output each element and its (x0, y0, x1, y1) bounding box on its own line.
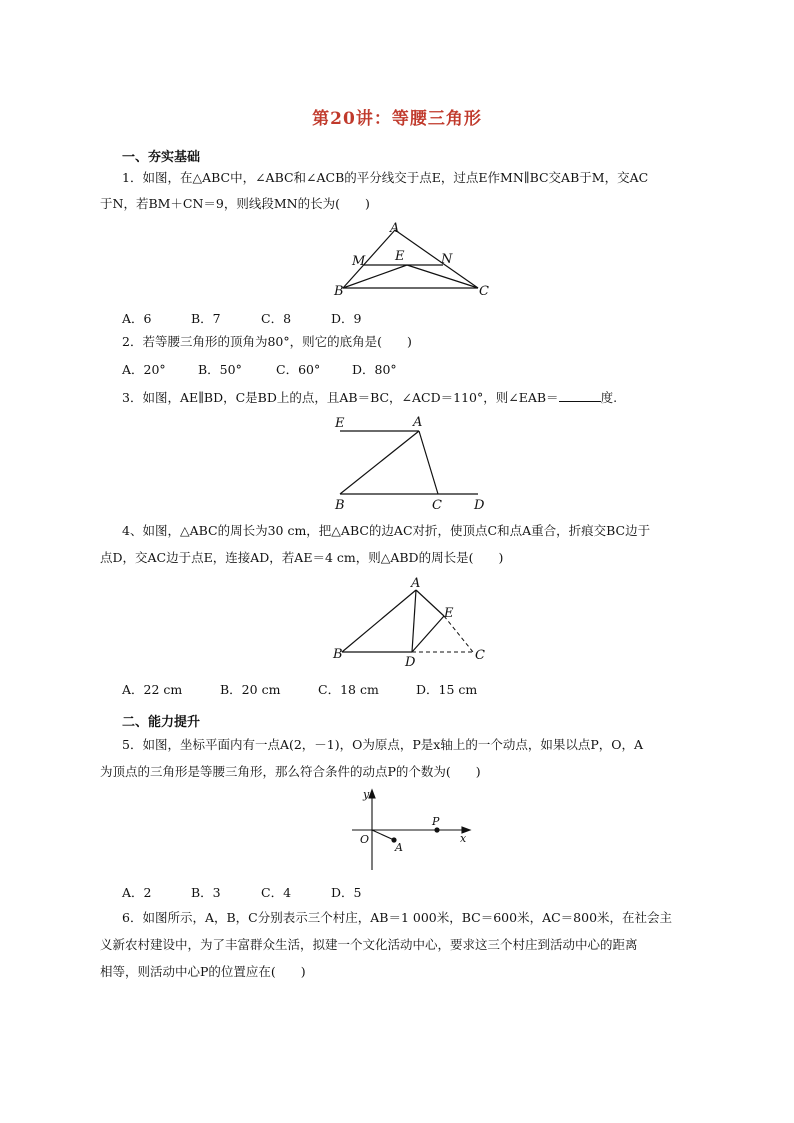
q4-option-d[interactable]: D．15 cm (416, 682, 478, 697)
section-heading-advanced: 二、能力提升 (122, 715, 201, 730)
q6-text-line2: 义新农村建设中，为了丰富群众生活，拟建一个文化活动中心，要求这三个村庄到活动中心的距离 (100, 937, 638, 952)
q4-fold-figure (328, 570, 498, 670)
q3-segment-ab (340, 431, 419, 494)
q5-option-b[interactable]: B．3 (191, 885, 221, 900)
q2-option-a[interactable]: A．20° (122, 362, 166, 377)
q2-text-line1: 2．若等腰三角形的顶角为80°，则它的底角是( ) (122, 334, 412, 349)
q4-text-line2: 点D，交AC边于点E，连接AD，若AE＝4 cm，则△ABD的周长是( ) (100, 550, 504, 565)
q1-segment-ce (407, 265, 478, 288)
q1-label-n: N (441, 252, 453, 267)
q1-option-c[interactable]: C．8 (261, 311, 292, 326)
page-title: 第20讲：等腰三角形 (312, 109, 482, 129)
q6-text-line3: 相等，则活动中心P的位置应在( ) (100, 964, 306, 979)
q4-label-e: E (444, 606, 454, 621)
q4-option-c[interactable]: C．18 cm (318, 682, 379, 697)
q1-label-e: E (395, 249, 405, 264)
q4-label-d: D (405, 655, 416, 670)
section-heading-basics: 一、夯实基础 (122, 150, 201, 165)
q5-option-a[interactable]: A．2 (122, 885, 152, 900)
q1-option-b[interactable]: B．7 (191, 311, 221, 326)
q3-figure (328, 410, 498, 514)
q1-option-a[interactable]: A．6 (122, 311, 152, 326)
q5-label-a: A (395, 841, 403, 854)
q3-text-line1 (122, 390, 617, 406)
q4-label-c: C (475, 648, 485, 663)
q5-label-y: y (363, 788, 370, 801)
q3-label-a: A (413, 415, 423, 430)
q5-coordinate-figure (346, 784, 476, 874)
q1-segment-ac (395, 230, 478, 288)
q5-y-arrow (369, 790, 375, 798)
q5-option-c[interactable]: C．4 (261, 885, 292, 900)
q1-text-line2: 于N，若BM＋CN＝9，则线段MN的长为( ) (100, 196, 370, 211)
q1-triangle-figure (328, 218, 498, 300)
q1-text-line1: 1．如图，在△ABC中，∠ABC和∠ACB的平分线交于点E，过点E作MN∥BC交AB于M，交AC (122, 170, 649, 185)
q3-text-pre: 3．如图，AE∥BD，C是BD上的点，且AB＝BC，∠ACD＝110°，则∠EAB＝ (122, 390, 559, 405)
q2-option-c[interactable]: C．60° (276, 362, 321, 377)
q3-label-e: E (335, 416, 345, 431)
q3-answer-blank[interactable] (559, 390, 601, 402)
q5-text-line2: 为顶点的三角形是等腰三角形，那么符合条件的动点P的个数为( ) (100, 764, 481, 779)
q3-text-post: 度. (600, 390, 618, 405)
q4-text-line1: 4、如图，△ABC的周长为30 cm，把△ABC的边AC对折，使顶点C和点A重合，折痕交BC边于 (122, 523, 651, 538)
q1-label-b: B (334, 284, 344, 299)
q2-option-b[interactable]: B．50° (198, 362, 242, 377)
q4-option-b[interactable]: B．20 cm (220, 682, 281, 697)
q4-label-b: B (333, 647, 343, 662)
q4-segment-ec-dashed (444, 616, 473, 652)
q4-segment-de (412, 616, 444, 652)
q1-option-d[interactable]: D．9 (331, 311, 362, 326)
q5-text-line1: 5．如图，坐标平面内有一点A(2，－1)，O为原点，P是x轴上的一个动点，如果以点P，O，A (122, 737, 644, 752)
q6-text-line1: 6．如图所示，A，B，C分别表示三个村庄，AB＝1 000米，BC＝600米，AC＝800米，在社会主 (122, 910, 673, 925)
q1-label-c: C (479, 284, 489, 299)
q4-segment-ab (342, 590, 416, 652)
q5-label-x: x (460, 832, 467, 845)
q3-label-d: D (474, 498, 485, 513)
q5-point-p (434, 827, 439, 832)
q1-segment-ab (343, 230, 395, 288)
q3-label-c: C (432, 498, 442, 513)
q5-option-d[interactable]: D．5 (331, 885, 362, 900)
q2-option-d[interactable]: D．80° (352, 362, 397, 377)
q4-segment-ae (416, 590, 444, 616)
q3-segment-ac (419, 431, 438, 494)
q5-label-o: O (360, 833, 370, 846)
q1-label-a: A (390, 221, 400, 236)
q3-label-b: B (335, 498, 345, 513)
q5-segment-oa (372, 830, 394, 840)
q4-label-a: A (411, 576, 421, 591)
q5-label-p: P (432, 815, 440, 828)
q1-label-m: M (352, 254, 366, 269)
q4-segment-ad (412, 590, 416, 652)
q4-option-a[interactable]: A．22 cm (122, 682, 183, 697)
